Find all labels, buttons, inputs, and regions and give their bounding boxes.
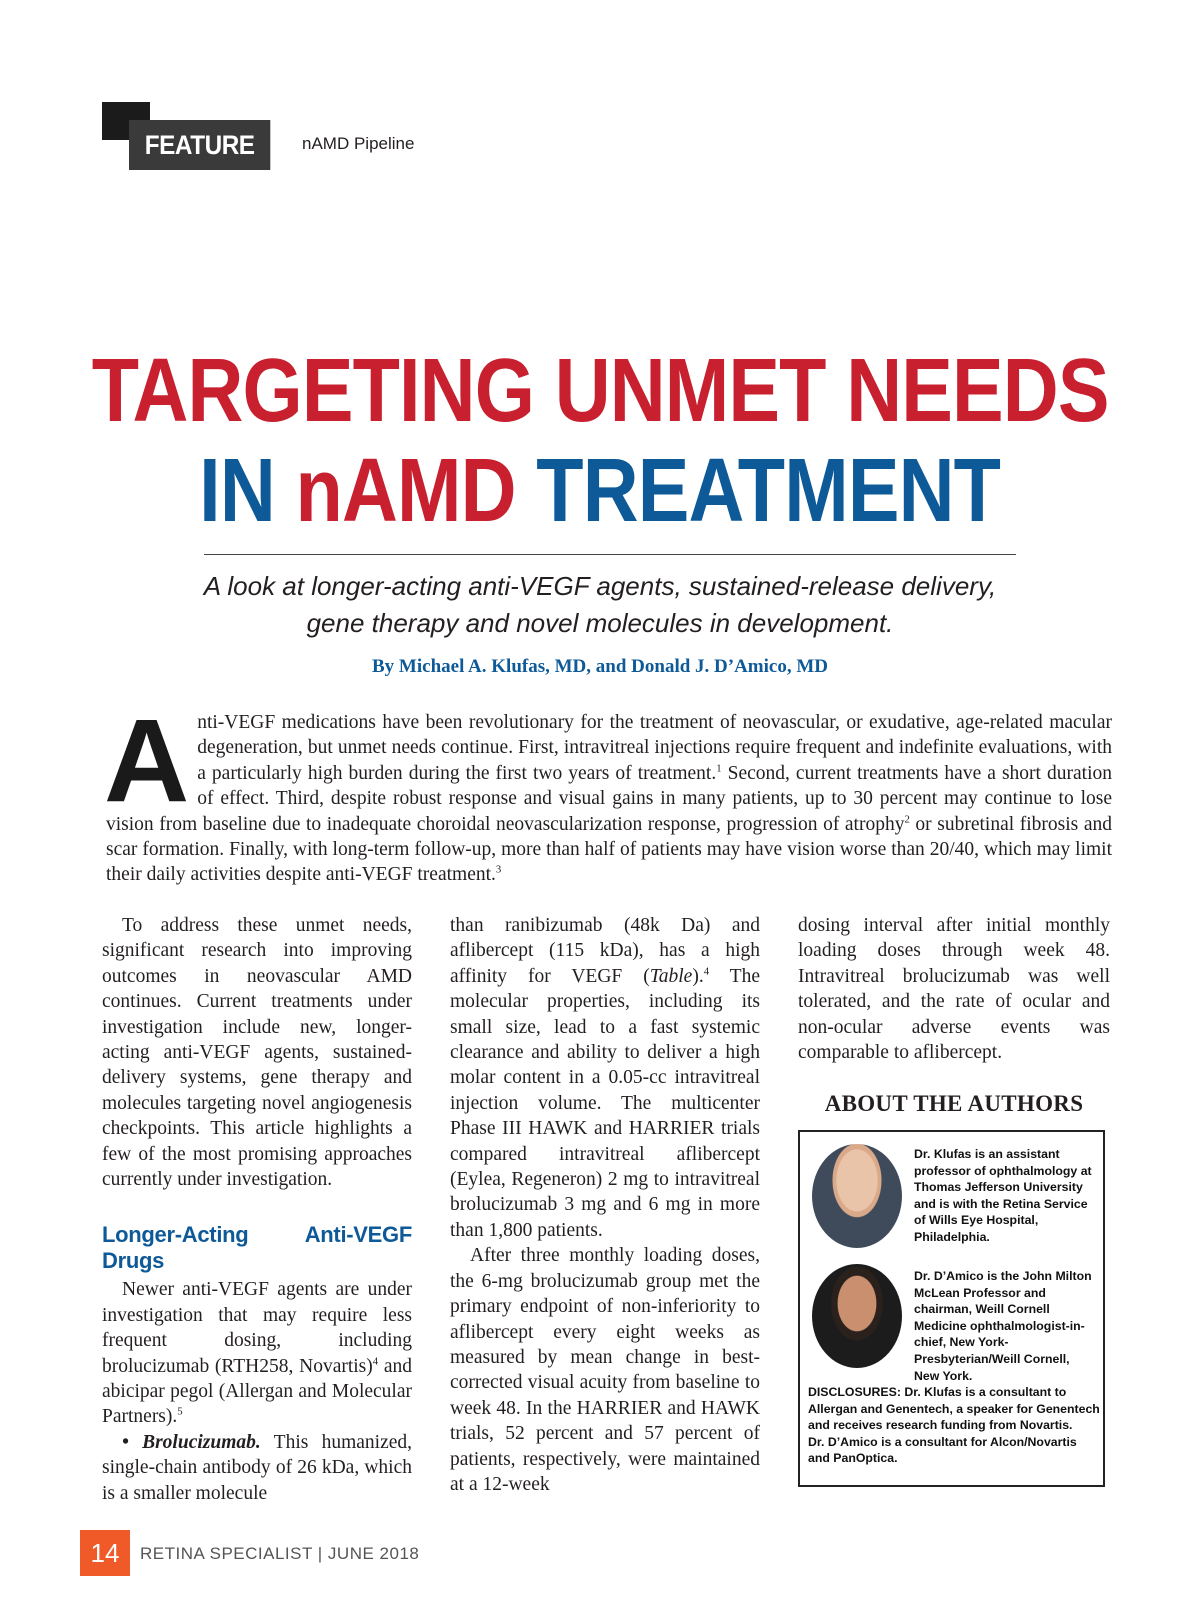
body-column-1 [102, 913, 412, 1506]
byline: By Michael A. Klufas, MD, and Donald J. D’Amico, MD [372, 656, 828, 677]
headline-line-1-text: TARGETING UNMET NEEDS [91, 341, 1109, 441]
headline-line-1 [0, 341, 1200, 441]
lead-text-2: Second, current treatments have a short duration of effect. Third, despite robust response and visual gains in many patients, up to 30 percent may continue to lose vision from baseline due to inadequate choroidal neovascularization response, progression of atrophy [106, 762, 1112, 835]
body-paragraph [102, 1277, 412, 1429]
lead-text-3: or subretinal fibrosis and scar formation. Finally, with long-term follow-up, more than half of patients may have vision worse than 20/40, which may limit their daily activities despite anti-VEGF treatment. [106, 813, 1113, 886]
title-divider [204, 554, 1016, 555]
disclosures [808, 1384, 1100, 1467]
reference-marker: 4 [372, 1355, 379, 1367]
body-text: The molecular properties, including its small size, lead to a fast systemic clearance and ability to deliver a high molar content in a 0.05-cc intravitreal injection volume. The multicenter Phase III HAWK and HARRIER trials compared intravitreal aflibercept (Eylea, Regeneron) 2 mg to intravitreal brolucizumab 3 mg and 6 mg in more than 1,800 patients. [450, 965, 760, 1241]
body-paragraph [450, 913, 760, 1243]
section-subheading: Longer-Acting Anti-VEGF Drugs [102, 1222, 412, 1273]
body-column-2 [450, 913, 760, 1497]
body-text: Newer anti-VEGF agents are under investigation that may require less frequent dosing, including brolucizumab (RTH258, Novartis) [102, 1279, 412, 1377]
body-column-3 [798, 913, 1110, 1065]
bullet-term: • Brolucizumab. [122, 1431, 261, 1453]
disclosure-line: Dr. D’Amico is a consultant for Alcon/Novartis and PanOptica. [808, 1434, 1077, 1466]
footer-publication: RETINA SPECIALIST | JUNE 2018 [140, 1544, 420, 1563]
table-reference: Table [649, 965, 693, 987]
page-number: 14 [80, 1530, 130, 1576]
headline-line-2-text [199, 441, 1001, 541]
headline-line-2-part-1: IN [199, 441, 296, 541]
body-text: This humanized, single-chain antibody of 26 kDa, which is a smaller molecule [102, 1431, 413, 1504]
author-bio-damico: Dr. D’Amico is the John Milton McLean Professor and chairman, Weill Cornell Medicine ophthalmologist-in-chief, New York-Presbyterian/Weill Cornell, New York. [914, 1269, 1092, 1383]
reference-marker: 1 [716, 762, 722, 775]
lead-paragraph [104, 695, 1113, 888]
body-text: and abicipar pegol (Allergan and Molecular Partners). [102, 1355, 413, 1428]
body-text: than ranibizumab (48k Da) and aflibercept (115 kDa), has a high affinity for VEGF ( [450, 915, 760, 987]
headline-line-2 [0, 441, 1200, 541]
authors-box [798, 1130, 1105, 1487]
drop-cap: A [104, 695, 190, 827]
authors-heading: ABOUT THE AUTHORS [824, 1091, 1084, 1116]
body-paragraph: After three monthly loading doses, the 6-mg brolucizumab group met the primary endpoint of non-inferiority to aflibercept every eight weeks as measured by mean change in best-corrected visual acuity from baseline to week 48. In the HARRIER and HAWK trials, 52 percent and 57 percent of patients, respectively, were maintained at a 12-week [450, 1245, 760, 1495]
section-label: nAMD Pipeline [302, 134, 415, 153]
body-paragraph: To address these unmet needs, significant research into improving outcomes in neovascular AMD continues. Current treatments under investigation include new, longer-acting anti-VEGF agents, sustained-delivery systems, gene therapy and molecules targeting novel angiogenesis checkpoints. This article highlights a few of the most promising approaches currently under investigation. [102, 915, 412, 1191]
reference-marker: 3 [495, 863, 502, 876]
body-text: ). [692, 965, 704, 987]
headline-line-2-part-3: TREATMENT [516, 441, 1001, 541]
lead-text-1: nti-VEGF medications have been revolutionary for the treatment of neovascular, or exudative, age-related macular degeneration, but unmet needs continue. First, intravitreal injections require frequent and indefinite evaluations, with a particularly high burden during the first two years of treatment. [197, 712, 1112, 784]
body-paragraph: dosing interval after initial monthly loading doses through week 48. Intravitreal brolucizumab was well tolerated, and the rate of ocular and non-ocular adverse events was comparable to aflibercept. [798, 915, 1110, 1064]
headline-line-2-part-2: nAMD [295, 441, 517, 541]
reference-marker: 5 [177, 1405, 183, 1418]
author-photo-damico [812, 1264, 902, 1368]
deck-line-1: A look at longer-acting anti-VEGF agents, sustained-release delivery, [203, 571, 997, 601]
author-bio-klufas: Dr. Klufas is an assistant professor of ophthalmology at Thomas Jefferson University and is with the Retina Service of Wills Eye Hospital, Philadelphia. [914, 1147, 1092, 1244]
author-photo-klufas [812, 1144, 902, 1248]
reference-marker: 4 [703, 965, 710, 978]
deck-line-2: gene therapy and novel molecules in development. [306, 608, 894, 638]
feature-tab: FEATURE [129, 120, 270, 170]
body-paragraph [102, 1430, 412, 1506]
reference-marker: 2 [904, 813, 910, 826]
disclosure-line: DISCLOSURES: Dr. Klufas is a consultant to Allergan and Genentech, a speaker for Genentech and receives research funding from Novartis. [808, 1385, 1100, 1433]
